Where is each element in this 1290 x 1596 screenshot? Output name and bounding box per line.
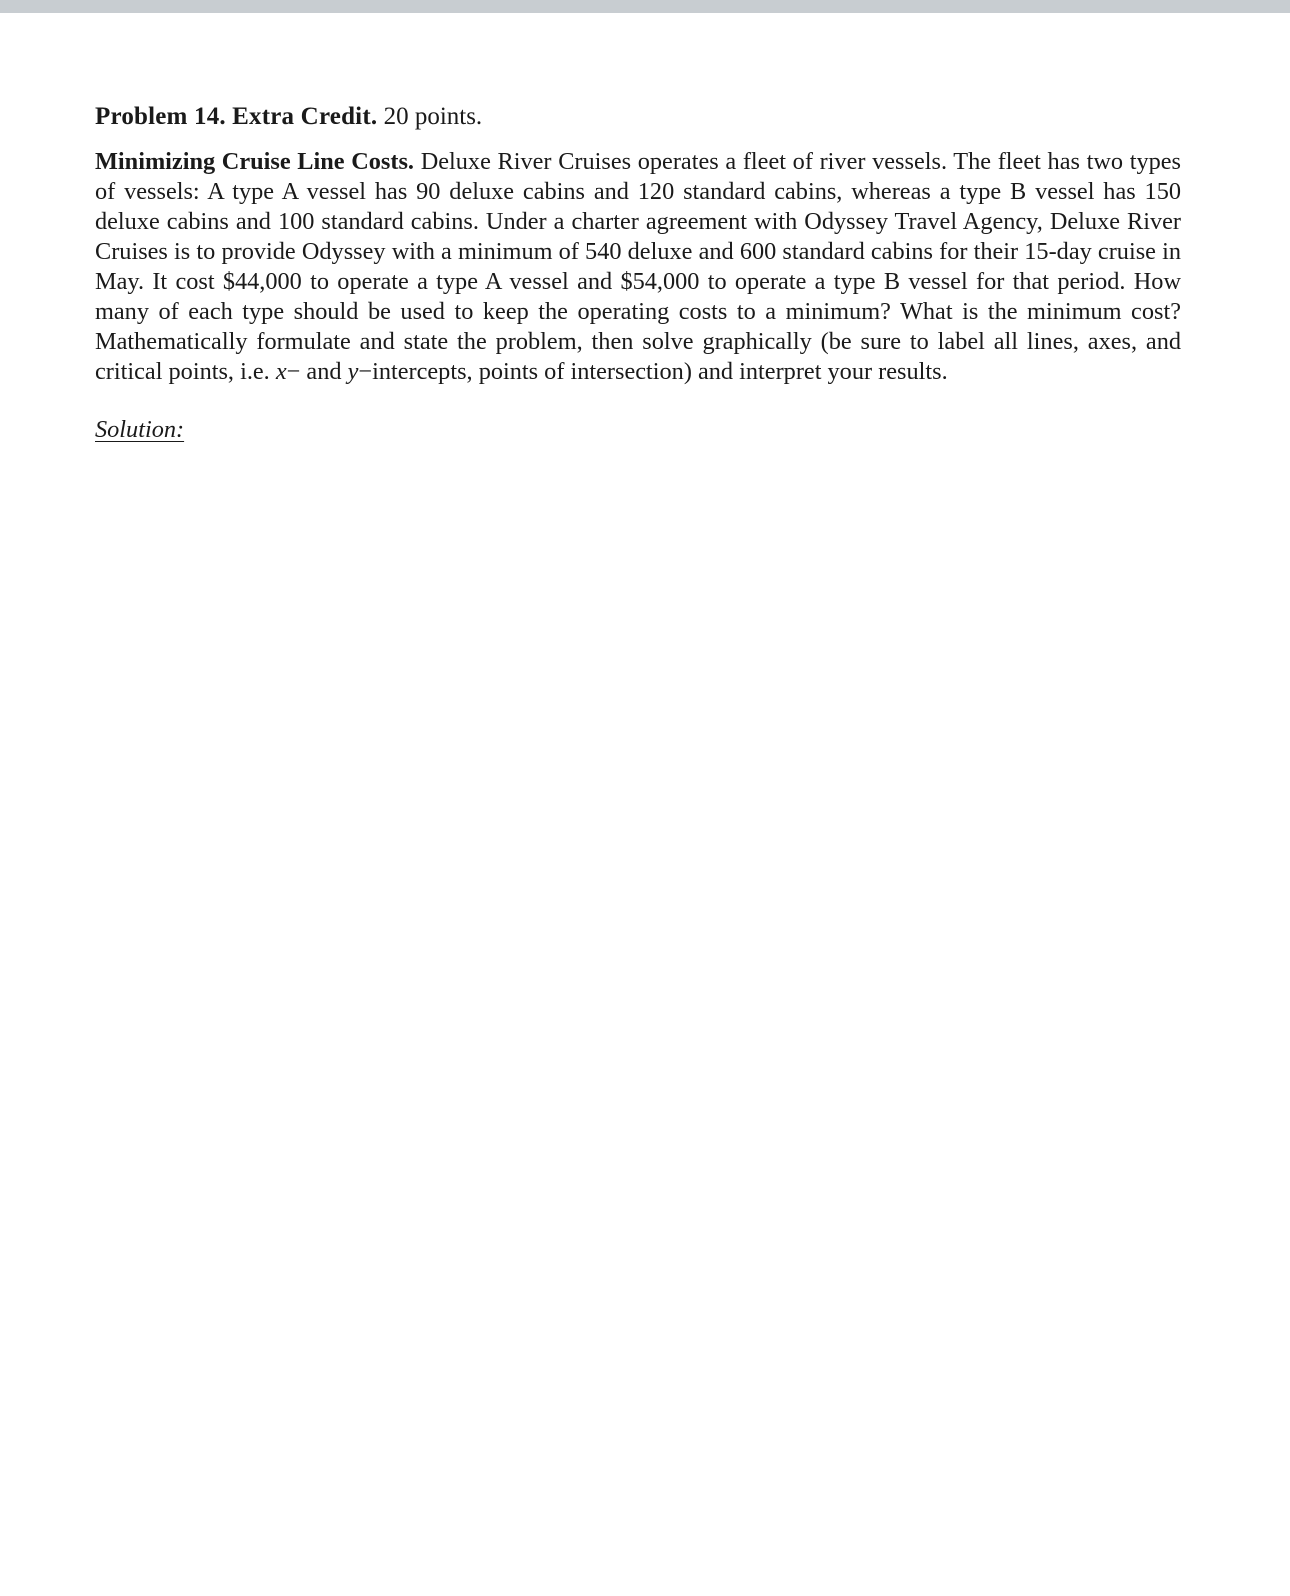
statement-title: Minimizing Cruise Line Costs.	[95, 148, 415, 175]
statement-text-1: Deluxe River Cruises operates a fleet of river vessels. The fleet has two types of vessels: A type A vessel has 90 deluxe cabins and 120 standard cabins, whereas a type B vessel has 150 deluxe cabins and 100 standard cabins. Under a charter agreement with Odyssey Travel Agency, Deluxe River Cruises is to provide Odyssey with a minimum of 540 deluxe and 600 standard cabins for their 15-day cruise in May. It cost $44,000 to operate a type A vessel and $54,000 to operate a type B vessel for that period. How many of each type should be used to keep the operating costs to a minimum? What is the minimum cost? Mathematically formulate and state the problem, then solve graphically (be sure to label all lines, axes, and critical points, i.e.	[95, 148, 1182, 385]
solution-label: Solution:	[95, 416, 185, 443]
problem-number: Problem 14.	[95, 103, 226, 130]
statement-text-3: intercepts, points of intersection) and interpret your results.	[372, 358, 948, 385]
dash-1: −	[286, 358, 301, 385]
top-bar	[0, 0, 1290, 13]
x-variable: x	[275, 358, 287, 385]
dash-2: −	[358, 358, 373, 385]
statement-text-2: and	[306, 358, 342, 385]
points-label: 20 points.	[383, 103, 483, 130]
extra-credit-label: Extra Credit.	[232, 103, 378, 130]
document-page	[95, 102, 1181, 445]
y-variable: y	[347, 358, 359, 385]
problem-statement	[95, 147, 1181, 387]
problem-heading	[95, 102, 1181, 132]
